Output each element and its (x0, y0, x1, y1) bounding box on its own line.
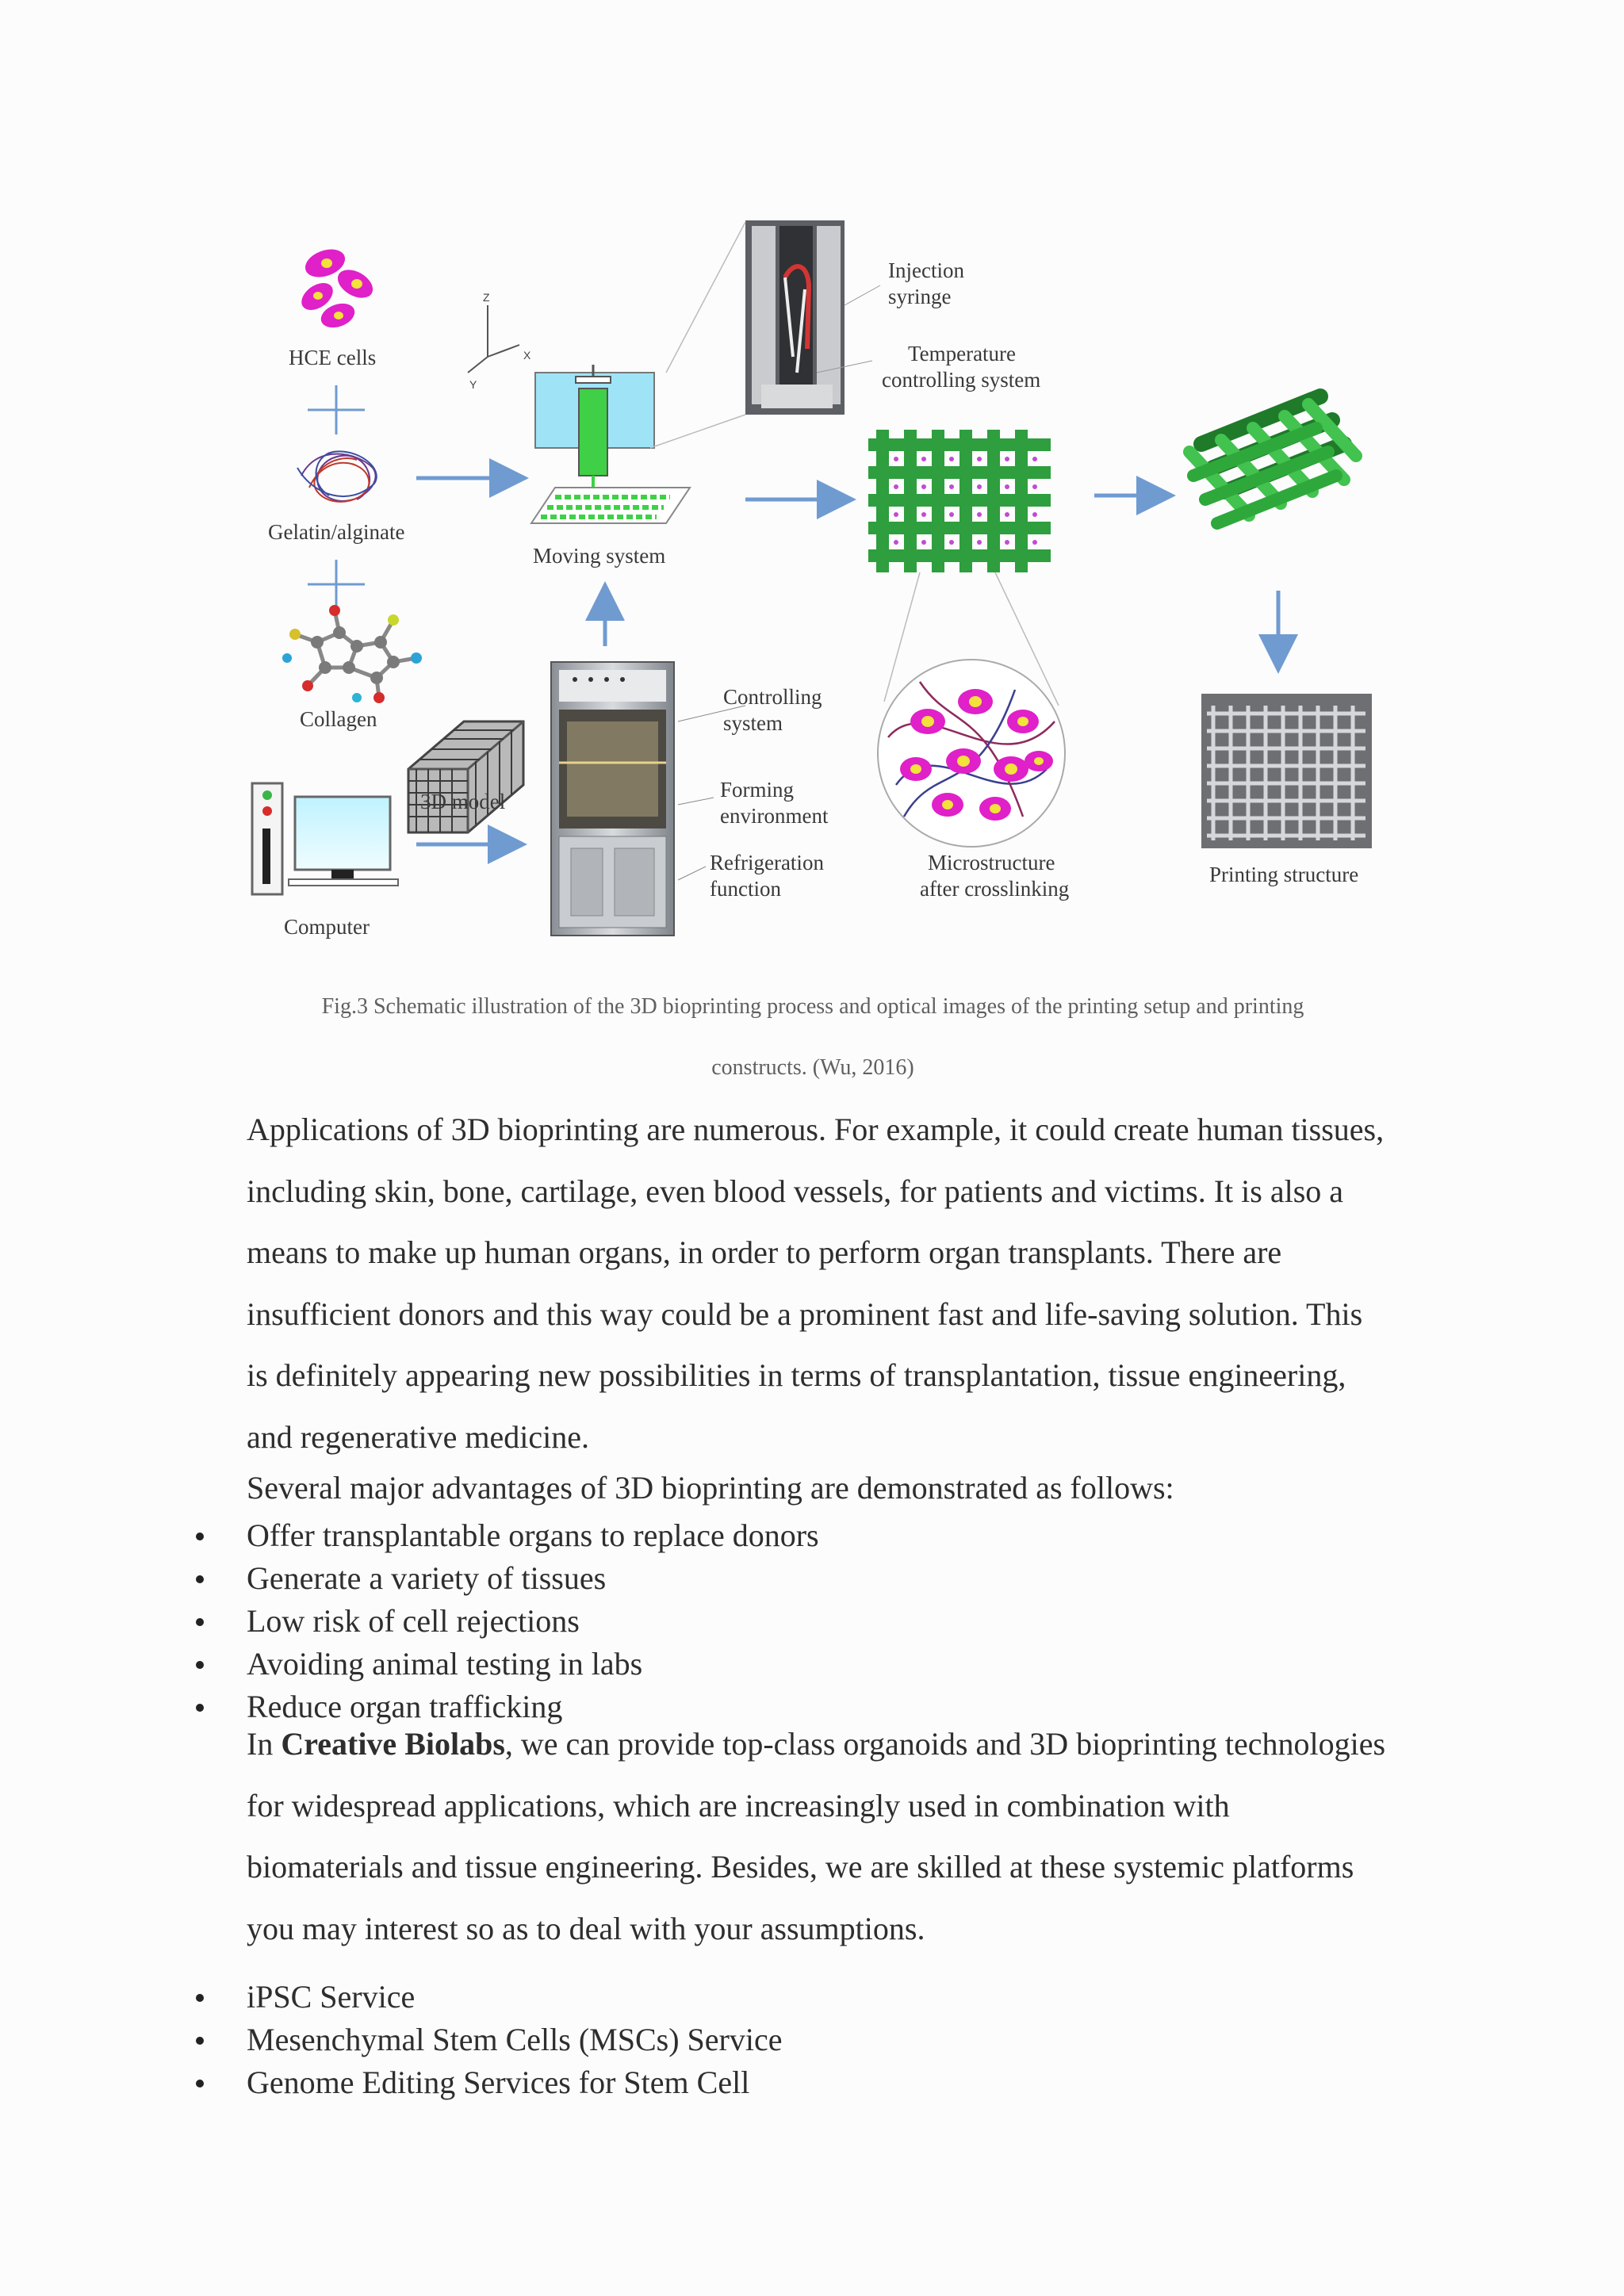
bullet-icon (196, 1661, 204, 1669)
label-computer: Computer (284, 915, 370, 939)
bioprinter-machine-photo (551, 662, 674, 936)
axis-y-label: Y (469, 378, 477, 391)
3d-model-icon (408, 721, 523, 832)
list-item-text: Avoiding animal testing in labs (247, 1646, 643, 1682)
label-controlling-1: Controlling (723, 685, 822, 709)
bullet-icon (196, 2037, 204, 2045)
list-item (0, 1600, 819, 1643)
moving-system-icon (295, 365, 690, 531)
bullet-icon (196, 1704, 204, 1712)
services-list (0, 1976, 782, 2104)
label-injection-2: syringe (888, 285, 952, 308)
service-link[interactable]: Genome Editing Services for Stem Cell (247, 2064, 750, 2100)
label-injection-1: Injection (888, 258, 964, 282)
service-link[interactable]: iPSC Service (247, 1979, 416, 2015)
label-forming-2: environment (720, 804, 829, 828)
label-printing-structure: Printing structure (1209, 863, 1359, 886)
para2-prefix: In (247, 1726, 282, 1762)
3d-scaffold-icon (1189, 396, 1356, 523)
collagen-molecule-icon (282, 605, 422, 703)
bullet-icon (196, 1575, 204, 1583)
bullet-icon (196, 1994, 204, 2002)
microstructure-icon (878, 660, 1065, 847)
printed-grid-icon (868, 430, 1051, 572)
label-refrigeration-2: function (710, 877, 781, 901)
plus-sign-2 (308, 560, 365, 609)
label-temperature-2: controlling system (882, 368, 1041, 392)
service-link[interactable]: Mesenchymal Stem Cells (MSCs) Service (247, 2022, 783, 2057)
label-collagen: Collagen (300, 707, 377, 731)
brand-name: Creative Biolabs (281, 1726, 505, 1762)
bioprinting-figure (238, 214, 1388, 959)
bullet-icon (196, 1533, 204, 1540)
figure-caption-line-2: constructs. (Wu, 2016) (711, 1055, 914, 1080)
label-temperature-1: Temperature (908, 342, 1017, 365)
computer-icon (252, 783, 398, 894)
bullet-icon (196, 1618, 204, 1626)
creative-biolabs-paragraph (247, 1713, 1388, 1959)
list-item (0, 1643, 819, 1686)
list-item (0, 2061, 782, 2104)
label-3d-model: 3D model (420, 790, 506, 813)
list-item-text: Generate a variety of tissues (247, 1560, 607, 1596)
applications-paragraph: Applications of 3D bioprinting are numerous. For example, it could create human tissues, including skin, bone, cartilage, even blood vessels, for patients and victims. It is also a means to make up human organs, in order to perform organ transplants. There are insufficient donors and this way could be a prominent fast and life-saving solution. This is definitely appearing new possibilities in terms of transplantation, tissue engineering, and regenerative medicine. (247, 1112, 1385, 1455)
list-item (0, 1514, 819, 1557)
list-item-text: Reduce organ trafficking (247, 1689, 563, 1724)
label-forming-1: Forming (720, 778, 795, 802)
xyz-axes-icon (468, 305, 519, 373)
injection-syringe-photo (745, 220, 845, 415)
list-item (0, 2019, 782, 2061)
label-controlling-2: system (723, 711, 783, 735)
figure-caption-line-1: Fig.3 Schematic illustration of the 3D bioprinting process and optical images of the printing setup and printing (321, 994, 1304, 1019)
label-refrigeration-1: Refrigeration (710, 851, 824, 874)
list-item (0, 1557, 819, 1600)
para2-rest: , we can provide top-class organoids and 3D bioprinting technologies for widespread applications, which are increasingly used in combination with biomaterials and tissue engineering. Besides, we are skilled at these systemic platforms you may interest so as to deal with your assumptions. (247, 1726, 1386, 1946)
label-microstructure-2: after crosslinking (920, 877, 1070, 901)
label-hce-cells: HCE cells (289, 346, 377, 369)
list-item-text: Low risk of cell rejections (247, 1603, 580, 1639)
advantages-list (0, 1514, 819, 1728)
label-microstructure-1: Microstructure (928, 851, 1055, 874)
label-gelatin-alginate: Gelatin/alginate (268, 520, 405, 544)
list-item-text: Offer transplantable organs to replace donors (247, 1517, 819, 1553)
list-item (0, 1976, 782, 2019)
axis-z-label: Z (483, 291, 490, 304)
axis-x-label: X (523, 349, 531, 362)
advantages-intro: Several major advantages of 3D bioprinting are demonstrated as follows: (247, 1470, 1174, 1506)
bioprinting-schematic (238, 214, 1388, 959)
label-moving-system: Moving system (533, 544, 666, 568)
hce-cells-icon (297, 244, 377, 332)
printing-structure-photo (1201, 694, 1372, 848)
gelatin-alginate-icon (297, 451, 377, 501)
bullet-icon (196, 2080, 204, 2087)
plus-sign-1 (308, 385, 365, 434)
